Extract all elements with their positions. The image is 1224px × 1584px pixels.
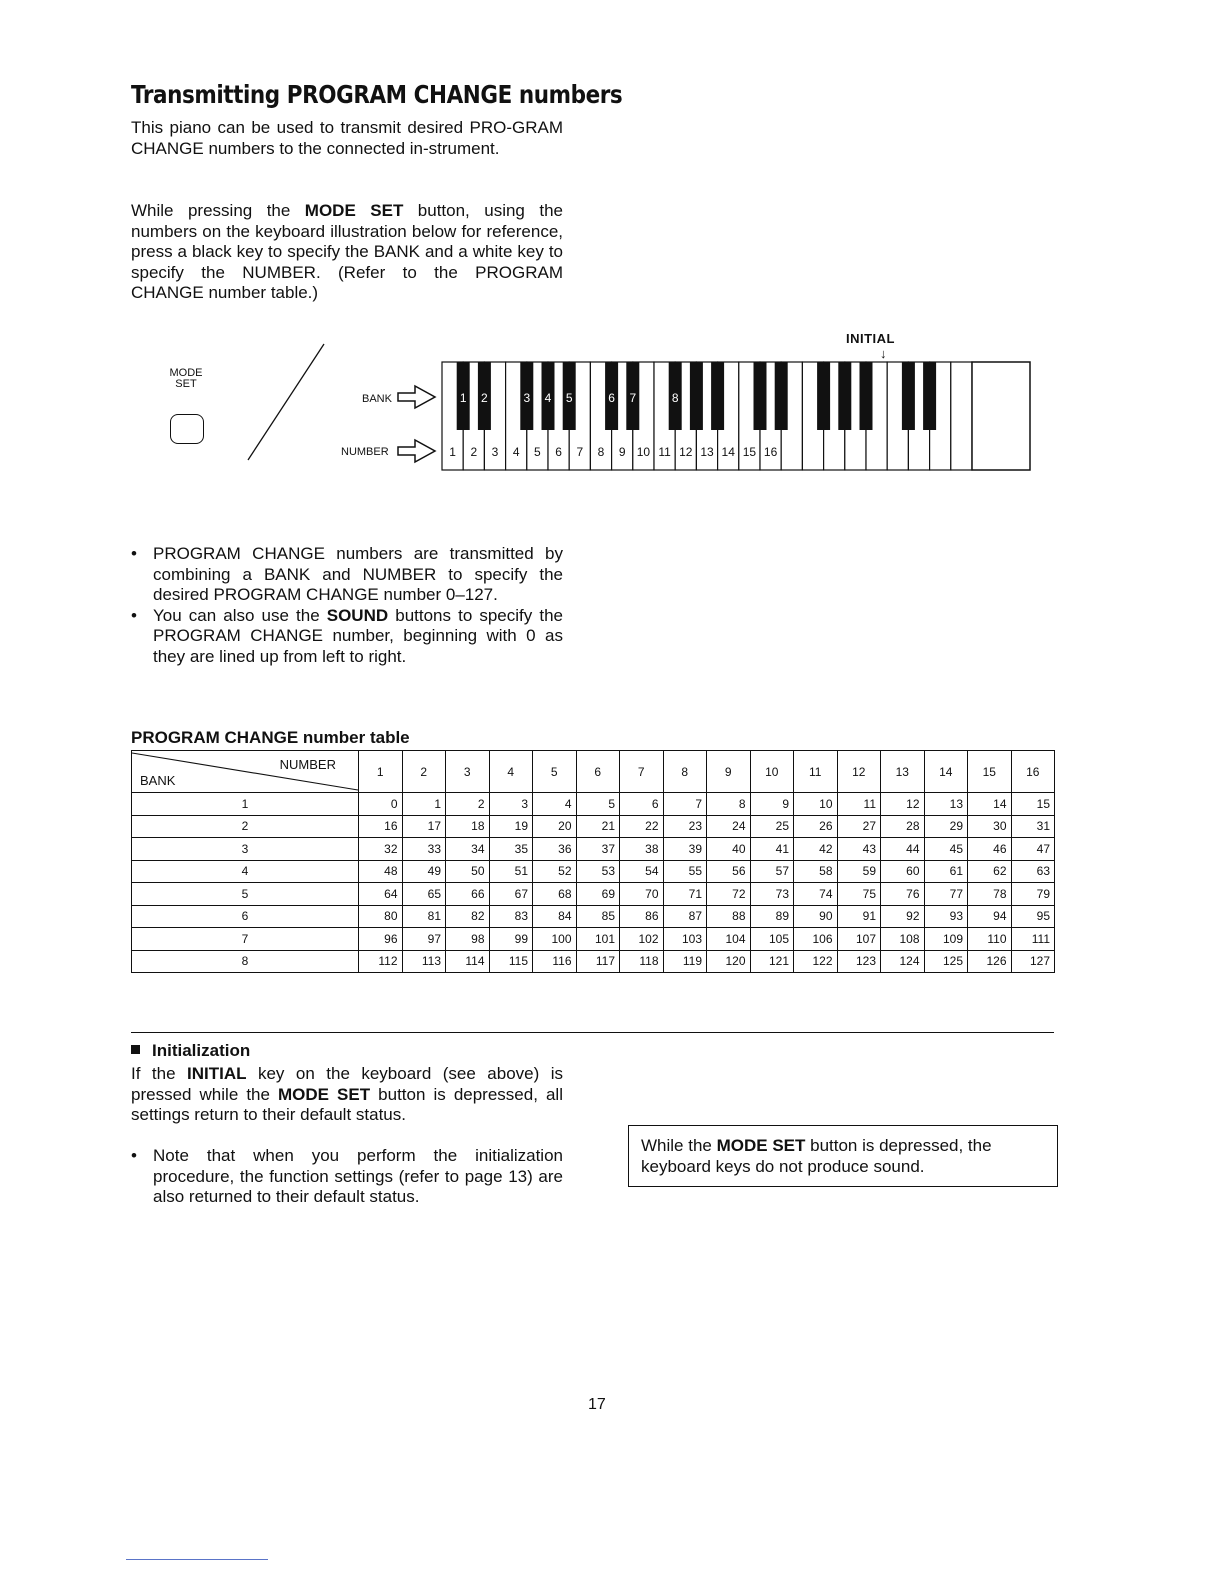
table-cell: 96 bbox=[359, 928, 403, 951]
table-cell: 37 bbox=[576, 838, 620, 861]
table-cell: 60 bbox=[881, 860, 925, 883]
table-cell: 65 bbox=[402, 883, 446, 906]
black-key[interactable] bbox=[711, 362, 724, 430]
table-cell: 41 bbox=[750, 838, 794, 861]
table-cell: 17 bbox=[402, 815, 446, 838]
table-cell: 2 bbox=[446, 793, 490, 816]
table-cell: 59 bbox=[837, 860, 881, 883]
number-key-label: 5 bbox=[534, 445, 541, 459]
table-row bbox=[132, 883, 1055, 906]
number-key-label: 1 bbox=[449, 445, 456, 459]
bullet2-text-1: You can also use the bbox=[153, 605, 327, 625]
table-cell: 49 bbox=[402, 860, 446, 883]
table-row bbox=[132, 950, 1055, 973]
initial-bold: INITIAL bbox=[187, 1064, 247, 1083]
corner-number-label: NUMBER bbox=[279, 757, 336, 772]
table-cell: 14 bbox=[968, 793, 1012, 816]
bank-cell: 6 bbox=[132, 905, 359, 928]
table-cell: 39 bbox=[663, 838, 707, 861]
table-cell: 21 bbox=[576, 815, 620, 838]
table-cell: 115 bbox=[489, 950, 533, 973]
table-cell: 29 bbox=[924, 815, 968, 838]
mode-set-label bbox=[160, 368, 212, 390]
table-cell: 69 bbox=[576, 883, 620, 906]
table-cell: 67 bbox=[489, 883, 533, 906]
table-cell: 36 bbox=[533, 838, 577, 861]
info-bullets bbox=[131, 544, 563, 667]
note-box bbox=[628, 1125, 1058, 1187]
black-key[interactable] bbox=[775, 362, 788, 430]
table-cell: 46 bbox=[968, 838, 1012, 861]
table-cell: 31 bbox=[1011, 815, 1055, 838]
table-column-header: 10 bbox=[750, 751, 794, 793]
table-cell: 118 bbox=[620, 950, 664, 973]
table-cell: 99 bbox=[489, 928, 533, 951]
bank-number-label: 4 bbox=[544, 391, 552, 405]
table-cell: 16 bbox=[359, 815, 403, 838]
table-column-header: 12 bbox=[837, 751, 881, 793]
init-text-1: If the bbox=[131, 1064, 188, 1083]
number-key-label: 2 bbox=[470, 445, 478, 459]
table-cell: 10 bbox=[794, 793, 838, 816]
table-column-header: 9 bbox=[707, 751, 751, 793]
instruction-text-2: button, using the numbers on the keyboard illustration below for reference, press a black key to specify the BANK and a white key to specify the NUMBER. (Refer to the PROGRAM CHANGE number table.) bbox=[131, 201, 563, 302]
table-cell: 75 bbox=[837, 883, 881, 906]
table-cell: 61 bbox=[924, 860, 968, 883]
sound-bold: SOUND bbox=[326, 605, 389, 625]
table-cell: 8 bbox=[707, 793, 751, 816]
table-cell: 94 bbox=[968, 905, 1012, 928]
table-corner-cell bbox=[132, 751, 359, 793]
initialization-bullets bbox=[131, 1146, 563, 1208]
table-cell: 123 bbox=[837, 950, 881, 973]
table-cell: 28 bbox=[881, 815, 925, 838]
table-cell: 119 bbox=[663, 950, 707, 973]
table-cell: 81 bbox=[402, 905, 446, 928]
bank-cell: 2 bbox=[132, 815, 359, 838]
table-cell: 40 bbox=[707, 838, 751, 861]
bank-number-label: 7 bbox=[629, 391, 637, 405]
bank-number-label: 6 bbox=[608, 391, 615, 405]
black-key[interactable] bbox=[860, 362, 873, 430]
table-cell: 63 bbox=[1011, 860, 1055, 883]
table-cell: 74 bbox=[794, 883, 838, 906]
table-row bbox=[132, 793, 1055, 816]
black-key[interactable] bbox=[690, 362, 703, 430]
table-cell: 43 bbox=[837, 838, 881, 861]
table-row bbox=[132, 860, 1055, 883]
table-cell: 120 bbox=[707, 950, 751, 973]
page-title: Transmitting PROGRAM CHANGE numbers bbox=[131, 80, 623, 109]
table-column-header: 1 bbox=[359, 751, 403, 793]
table-cell: 12 bbox=[881, 793, 925, 816]
table-column-header: 15 bbox=[968, 751, 1012, 793]
table-cell: 34 bbox=[446, 838, 490, 861]
init-text-3: button is depressed, all settings return to their default status. bbox=[131, 1084, 563, 1124]
table-cell: 87 bbox=[663, 905, 707, 928]
table-cell: 108 bbox=[881, 928, 925, 951]
divider-slash bbox=[240, 340, 330, 465]
table-cell: 19 bbox=[489, 815, 533, 838]
table-cell: 66 bbox=[446, 883, 490, 906]
table-column-header: 7 bbox=[620, 751, 664, 793]
table-cell: 110 bbox=[968, 928, 1012, 951]
table-cell: 121 bbox=[750, 950, 794, 973]
table-cell: 18 bbox=[446, 815, 490, 838]
mode-label-line2: SET bbox=[175, 378, 197, 390]
bullet2-text-2: buttons to specify the PROGRAM CHANGE number, beginning with 0 as they are lined up from left to right. bbox=[153, 605, 563, 666]
table-cell: 5 bbox=[576, 793, 620, 816]
black-key[interactable] bbox=[838, 362, 851, 430]
instruction-text-1: While pressing the bbox=[131, 201, 305, 220]
initialization-heading bbox=[131, 1041, 250, 1061]
note-text-1: While the bbox=[641, 1136, 717, 1155]
table-cell: 127 bbox=[1011, 950, 1055, 973]
table-cell: 95 bbox=[1011, 905, 1055, 928]
table-cell: 85 bbox=[576, 905, 620, 928]
black-key[interactable] bbox=[817, 362, 830, 430]
bank-number-label: 3 bbox=[523, 391, 531, 405]
table-cell: 116 bbox=[533, 950, 577, 973]
table-cell: 103 bbox=[663, 928, 707, 951]
table-cell: 112 bbox=[359, 950, 403, 973]
table-cell: 55 bbox=[663, 860, 707, 883]
table-cell: 93 bbox=[924, 905, 968, 928]
table-cell: 9 bbox=[750, 793, 794, 816]
bullet-item bbox=[131, 606, 563, 668]
bullet-item: • Note that when you perform the initialization procedure, the function settings (refer to page 13) are also returned to their default status. bbox=[131, 1146, 563, 1208]
table-cell: 90 bbox=[794, 905, 838, 928]
table-column-header: 4 bbox=[489, 751, 533, 793]
table-cell: 104 bbox=[707, 928, 751, 951]
number-key-label: 15 bbox=[742, 445, 757, 459]
table-cell: 33 bbox=[402, 838, 446, 861]
table-cell: 38 bbox=[620, 838, 664, 861]
table-cell: 27 bbox=[837, 815, 881, 838]
table-header-row bbox=[132, 751, 1055, 793]
table-cell: 126 bbox=[968, 950, 1012, 973]
table-cell: 111 bbox=[1011, 928, 1055, 951]
table-cell: 23 bbox=[663, 815, 707, 838]
table-cell: 88 bbox=[707, 905, 751, 928]
table-cell: 84 bbox=[533, 905, 577, 928]
table-cell: 54 bbox=[620, 860, 664, 883]
table-cell: 105 bbox=[750, 928, 794, 951]
table-cell: 30 bbox=[968, 815, 1012, 838]
table-cell: 32 bbox=[359, 838, 403, 861]
table-column-header: 16 bbox=[1011, 751, 1055, 793]
table-row bbox=[132, 838, 1055, 861]
bank-number-label: 8 bbox=[671, 391, 679, 405]
table-cell: 106 bbox=[794, 928, 838, 951]
table-cell: 53 bbox=[576, 860, 620, 883]
note-mode-set-bold: MODE SET bbox=[716, 1136, 806, 1155]
table-cell: 114 bbox=[446, 950, 490, 973]
table-cell: 25 bbox=[750, 815, 794, 838]
table-cell: 24 bbox=[707, 815, 751, 838]
bank-cell: 8 bbox=[132, 950, 359, 973]
table-cell: 47 bbox=[1011, 838, 1055, 861]
table-cell: 80 bbox=[359, 905, 403, 928]
mode-label-line1: MODE bbox=[169, 367, 203, 379]
number-key-label: 6 bbox=[555, 445, 562, 459]
number-key-label: 14 bbox=[721, 445, 735, 459]
black-key[interactable] bbox=[923, 362, 936, 430]
table-column-header: 8 bbox=[663, 751, 707, 793]
mode-set-button[interactable] bbox=[170, 414, 204, 444]
table-cell: 117 bbox=[576, 950, 620, 973]
bank-number-label: 2 bbox=[481, 391, 488, 405]
number-key-label: 16 bbox=[763, 445, 778, 459]
table-cell: 101 bbox=[576, 928, 620, 951]
square-bullet-icon bbox=[131, 1045, 140, 1054]
mode-set-bold-2: MODE SET bbox=[278, 1084, 371, 1104]
table-cell: 44 bbox=[881, 838, 925, 861]
table-row bbox=[132, 928, 1055, 951]
number-key-label: 11 bbox=[658, 445, 671, 459]
table-cell: 89 bbox=[750, 905, 794, 928]
table-cell: 86 bbox=[620, 905, 664, 928]
bank-cell: 1 bbox=[132, 793, 359, 816]
table-cell: 98 bbox=[446, 928, 490, 951]
table-cell: 72 bbox=[707, 883, 751, 906]
table-cell: 62 bbox=[968, 860, 1012, 883]
number-key-label: 4 bbox=[512, 445, 520, 459]
intro-paragraph: This piano can be used to transmit desired PRO-GRAM CHANGE numbers to the connected in-strument. bbox=[131, 118, 563, 158]
table-column-header: 11 bbox=[794, 751, 838, 793]
table-cell: 11 bbox=[837, 793, 881, 816]
table-cell: 68 bbox=[533, 883, 577, 906]
keyboard-illustration bbox=[420, 360, 1032, 472]
number-key-label: 9 bbox=[618, 445, 626, 459]
table-cell: 52 bbox=[533, 860, 577, 883]
table-cell: 13 bbox=[924, 793, 968, 816]
table-cell: 113 bbox=[402, 950, 446, 973]
table-column-header: 6 bbox=[576, 751, 620, 793]
table-cell: 1 bbox=[402, 793, 446, 816]
initial-label: INITIAL bbox=[846, 331, 895, 346]
program-change-table bbox=[131, 750, 1055, 973]
table-cell: 42 bbox=[794, 838, 838, 861]
table-cell: 71 bbox=[663, 883, 707, 906]
table-cell: 122 bbox=[794, 950, 838, 973]
table-cell: 45 bbox=[924, 838, 968, 861]
table-cell: 91 bbox=[837, 905, 881, 928]
table-cell: 51 bbox=[489, 860, 533, 883]
table-cell: 125 bbox=[924, 950, 968, 973]
table-cell: 109 bbox=[924, 928, 968, 951]
table-cell: 26 bbox=[794, 815, 838, 838]
number-key-label: 13 bbox=[700, 445, 714, 459]
bank-number-label: 5 bbox=[565, 391, 573, 405]
table-cell: 92 bbox=[881, 905, 925, 928]
number-key-label: 3 bbox=[491, 445, 499, 459]
table-title: PROGRAM CHANGE number table bbox=[131, 728, 410, 747]
number-key-label: 8 bbox=[597, 445, 605, 459]
table-row bbox=[132, 815, 1055, 838]
table-cell: 82 bbox=[446, 905, 490, 928]
table-cell: 48 bbox=[359, 860, 403, 883]
footer-rule bbox=[126, 1559, 268, 1560]
white-key[interactable] bbox=[951, 362, 972, 470]
table-cell: 56 bbox=[707, 860, 751, 883]
number-key-label: 10 bbox=[636, 445, 651, 459]
number-label: NUMBER bbox=[341, 446, 389, 458]
bank-cell: 3 bbox=[132, 838, 359, 861]
initial-arrow-icon: ↓ bbox=[880, 346, 887, 361]
table-cell: 4 bbox=[533, 793, 577, 816]
bullet-item: • PROGRAM CHANGE numbers are transmitted by combining a BANK and NUMBER to specify the desired PROGRAM CHANGE number 0–127. bbox=[131, 544, 563, 606]
table-column-header: 2 bbox=[402, 751, 446, 793]
table-cell: 50 bbox=[446, 860, 490, 883]
table-cell: 107 bbox=[837, 928, 881, 951]
table-column-header: 13 bbox=[881, 751, 925, 793]
table-cell: 124 bbox=[881, 950, 925, 973]
initial-key[interactable] bbox=[972, 362, 1030, 470]
table-row bbox=[132, 905, 1055, 928]
table-cell: 0 bbox=[359, 793, 403, 816]
bank-cell: 5 bbox=[132, 883, 359, 906]
number-key-label: 12 bbox=[679, 445, 693, 459]
table-cell: 6 bbox=[620, 793, 664, 816]
table-cell: 64 bbox=[359, 883, 403, 906]
table-cell: 77 bbox=[924, 883, 968, 906]
corner-bank-label: BANK bbox=[140, 773, 176, 788]
initialization-heading-text: Initialization bbox=[152, 1041, 251, 1060]
table-cell: 83 bbox=[489, 905, 533, 928]
bank-number-label: 1 bbox=[459, 391, 467, 405]
table-cell: 78 bbox=[968, 883, 1012, 906]
table-cell: 7 bbox=[663, 793, 707, 816]
section-divider bbox=[131, 1032, 1054, 1033]
table-cell: 20 bbox=[533, 815, 577, 838]
init-text-2: key on the keyboard (see above) is pressed while the bbox=[131, 1064, 563, 1104]
table-cell: 70 bbox=[620, 883, 664, 906]
table-cell: 58 bbox=[794, 860, 838, 883]
note-text-2: button is depressed, the keyboard keys do not produce sound. bbox=[641, 1136, 992, 1176]
table-cell: 22 bbox=[620, 815, 664, 838]
instruction-paragraph bbox=[131, 201, 563, 304]
initialization-paragraph bbox=[131, 1064, 563, 1126]
number-key-label: 7 bbox=[576, 445, 584, 459]
bank-cell: 4 bbox=[132, 860, 359, 883]
bank-cell: 7 bbox=[132, 928, 359, 951]
table-cell: 57 bbox=[750, 860, 794, 883]
table-cell: 35 bbox=[489, 838, 533, 861]
table-column-header: 3 bbox=[446, 751, 490, 793]
table-cell: 100 bbox=[533, 928, 577, 951]
mode-set-bold: MODE SET bbox=[304, 201, 404, 220]
table-cell: 79 bbox=[1011, 883, 1055, 906]
page-number: 17 bbox=[588, 1396, 606, 1413]
bank-label: BANK bbox=[362, 393, 392, 405]
table-cell: 76 bbox=[881, 883, 925, 906]
table-cell: 15 bbox=[1011, 793, 1055, 816]
table-cell: 73 bbox=[750, 883, 794, 906]
black-key[interactable] bbox=[754, 362, 767, 430]
table-column-header: 14 bbox=[924, 751, 968, 793]
table-cell: 97 bbox=[402, 928, 446, 951]
table-column-header: 5 bbox=[533, 751, 577, 793]
black-key[interactable] bbox=[902, 362, 915, 430]
table-cell: 3 bbox=[489, 793, 533, 816]
table-cell: 102 bbox=[620, 928, 664, 951]
